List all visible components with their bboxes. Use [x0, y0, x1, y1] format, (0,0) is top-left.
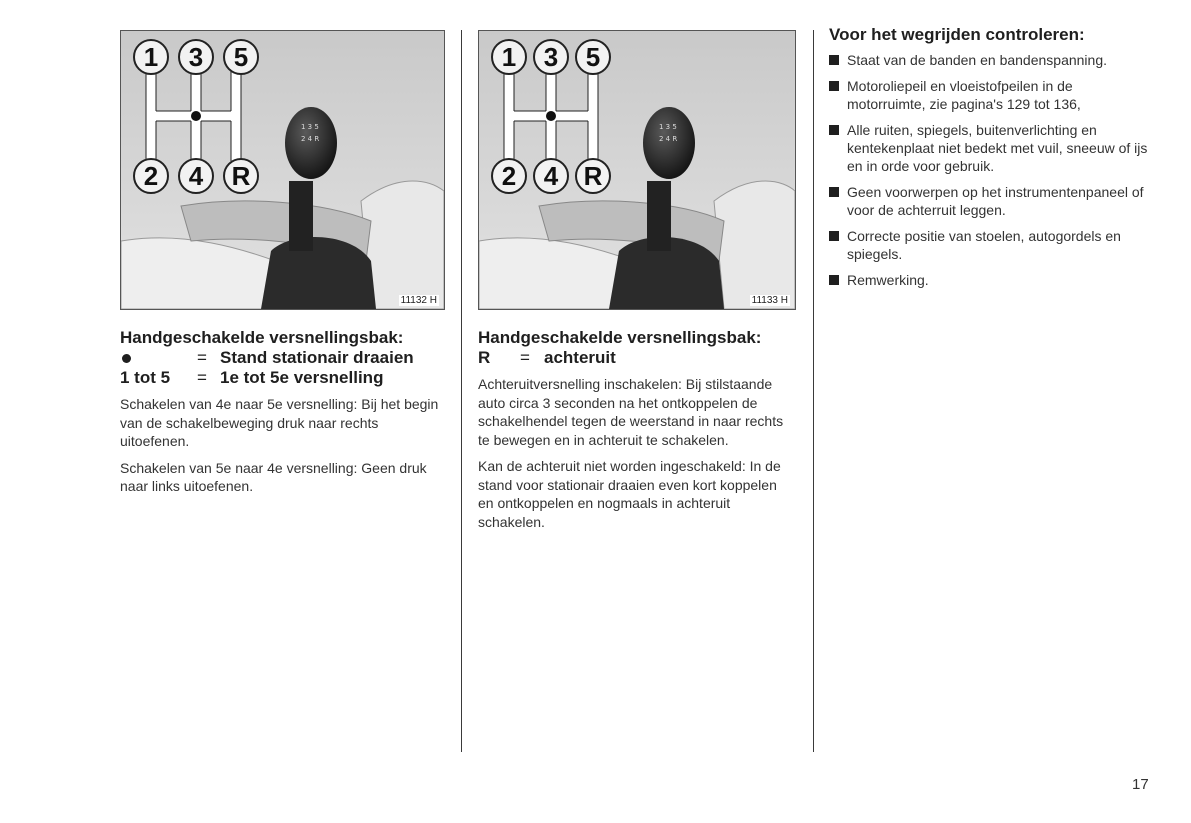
legend-value: 1e tot 5e versnelling: [220, 368, 384, 387]
square-bullet-icon: [829, 81, 839, 91]
column-divider: [813, 30, 814, 752]
figure-code: 11133 H: [751, 295, 788, 306]
gear-label: 2: [143, 161, 159, 191]
middle-column: [478, 30, 796, 531]
gear-legend: [120, 348, 445, 388]
left-column: [120, 30, 445, 496]
gear-label: 3: [188, 42, 204, 72]
figure-caption: Handgeschakelde versnellingsbak:: [120, 328, 404, 347]
square-bullet-icon: [829, 55, 839, 65]
list-item-text: Staat van de banden en bandenspanning.: [847, 52, 1108, 68]
legend-value: Stand stationair draaien: [220, 348, 414, 367]
gear-label: 4: [188, 161, 204, 191]
legend-equals: =: [197, 348, 207, 367]
list-item: [829, 121, 1149, 175]
gear-label: R: [231, 161, 251, 191]
paragraph: Kan de achteruit niet worden ingeschakeld: In de stand voor stationair draaien even kort koppelen en ontkoppelen en nogmaals in achteruit schakelen.: [478, 458, 781, 530]
gear-label: R: [583, 161, 603, 191]
gearshift-figure-left: [120, 30, 445, 310]
list-item: [829, 271, 1149, 289]
square-bullet-icon: [829, 231, 839, 241]
legend-key-neutral-dot: [120, 348, 184, 368]
gear-label: 3: [543, 42, 559, 72]
list-item: [829, 227, 1149, 263]
legend-equals: =: [197, 368, 207, 387]
section-heading: Voor het wegrijden controleren:: [829, 25, 1085, 44]
list-item: [829, 183, 1149, 219]
legend-row: [120, 368, 445, 388]
paragraph: Schakelen van 4e naar 5e versnelling: Bij het begin van de schakelbeweging druk naar rechts uitoefenen.: [120, 396, 439, 449]
list-item-text: Alle ruiten, spiegels, buitenverlichting en kentekenplaat niet bedekt met vuil, sneeuw of ijs en in orde voor gebruik.: [847, 122, 1148, 174]
list-item-text: Motoroliepeil en vloeistofpeilen in de motorruimte, zie pagina's 129 tot 136,: [847, 78, 1081, 112]
gear-label: 5: [233, 42, 249, 72]
column-divider: [461, 30, 462, 752]
gear-label: 5: [585, 42, 601, 72]
paragraph: Achteruitversnelling inschakelen: Bij stilstaande auto circa 3 seconden na het ontkoppelen de schakelhendel tegen de weerstand in naar rechts te bewegen en in achteruit te schakelen.: [478, 376, 784, 448]
legend-value: achteruit: [544, 348, 616, 367]
neutral-dot-icon: [122, 354, 131, 363]
neutral-dot: [546, 111, 556, 121]
figure-caption: Handgeschakelde versnellingsbak:: [478, 328, 762, 347]
gear-label: 4: [543, 161, 559, 191]
paragraph: Schakelen van 5e naar 4e versnelling: Geen druk naar links uitoefenen.: [120, 459, 427, 494]
gear-label: 2: [501, 161, 517, 191]
square-bullet-icon: [829, 275, 839, 285]
page-number: 17: [1132, 776, 1149, 793]
gear-legend: [478, 348, 796, 368]
gear-label: 1: [501, 42, 517, 72]
right-column: [829, 25, 1149, 297]
figure-code: 11132 H: [400, 295, 437, 306]
gearshift-illustration: [479, 31, 795, 309]
list-item-text: Remwerking.: [847, 272, 929, 288]
list-item-text: Geen voorwerpen op het instrumentenpaneel of voor de achterruit leggen.: [847, 184, 1144, 218]
legend-key: R: [478, 348, 491, 367]
knob-marking-bottom: 2 4 R: [301, 135, 320, 143]
knob-marking-bottom: 2 4 R: [659, 135, 678, 143]
legend-row: [478, 348, 796, 368]
knob-marking-top: 1 3 5: [659, 123, 677, 131]
square-bullet-icon: [829, 125, 839, 135]
list-item-text: Correcte positie van stoelen, autogordels en spiegels.: [847, 228, 1121, 262]
knob-marking-top: 1 3 5: [301, 123, 319, 131]
gearshift-figure-right: [478, 30, 796, 310]
gear-label: 1: [143, 42, 159, 72]
legend-row: [120, 348, 445, 368]
checklist: [829, 51, 1149, 289]
neutral-dot: [191, 111, 201, 121]
gearshift-illustration: [121, 31, 444, 309]
legend-equals: =: [520, 348, 530, 367]
legend-key: 1 tot 5: [120, 368, 171, 387]
list-item: [829, 51, 1149, 69]
list-item: [829, 77, 1149, 113]
square-bullet-icon: [829, 187, 839, 197]
